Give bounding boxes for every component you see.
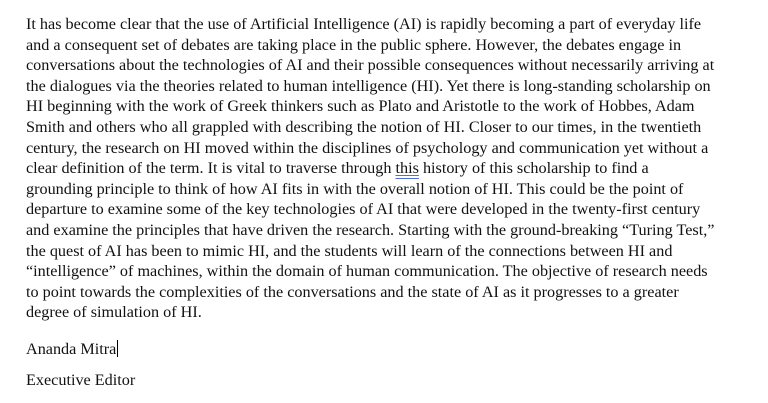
paragraph-line: degree of simulation of HI. xyxy=(26,303,202,322)
paragraph-line: the dialogues via the theories related to human intelligence (HI). Yet there is long-standing scholarship on xyxy=(26,76,711,95)
paragraph-line: Smith and others who all grappled with describing the notion of HI. Closer to our times, in the twentieth xyxy=(26,117,702,136)
text-cursor xyxy=(117,340,118,357)
paragraph-line: and a consequent set of debates are taking place in the public sphere. However, the debates engage in xyxy=(26,35,682,54)
paragraph-line: It has become clear that the use of Artificial Intelligence (AI) is rapidly becoming a part of everyday life xyxy=(26,15,702,33)
paragraph-line: HI beginning with the work of Greek thinkers such as Plato and Aristotle to the work of Hobbes, Adam xyxy=(26,97,695,116)
paragraph-line: century, the research on HI moved within the disciplines of psychology and communication yet without a xyxy=(26,138,709,157)
paragraph-line-end: history of this scholarship to find a xyxy=(418,159,649,178)
document-body[interactable] xyxy=(26,14,746,323)
paragraph-line: conversations about the technologies of AI and their possible consequences without necessarily arriving at xyxy=(26,56,715,75)
paragraph-line: to point towards the complexities of the conversations and the state of AI as it progresses to a greater xyxy=(26,282,679,301)
signature-name: Ananda Mitra xyxy=(26,340,117,358)
paragraph-line: grounding principle to think of how AI fits in with the overall notion of HI. This could be the point of xyxy=(26,179,684,198)
paragraph-line: and examine the principles that have driven the research. Starting with the ground-breaking “Turing Test,” xyxy=(26,220,715,239)
paragraph-line-with-flag xyxy=(26,158,746,179)
paragraph-line: the quest of AI has been to mimic HI, and the students will learn of the connections between HI and xyxy=(26,241,673,260)
spellcheck-flagged-word[interactable]: this xyxy=(395,159,419,178)
signature-name-line[interactable] xyxy=(26,339,118,359)
body-paragraph[interactable] xyxy=(26,14,746,323)
paragraph-line: “intelligence” of machines, within the domain of human communication. The objective of research needs xyxy=(26,262,708,281)
paragraph-line: departure to examine some of the key technologies of AI that were developed in the twenty-first century xyxy=(26,200,701,219)
paragraph-line-start: clear definition of the term. It is vital to traverse through xyxy=(26,159,396,178)
signature-title: Executive Editor xyxy=(26,371,136,389)
